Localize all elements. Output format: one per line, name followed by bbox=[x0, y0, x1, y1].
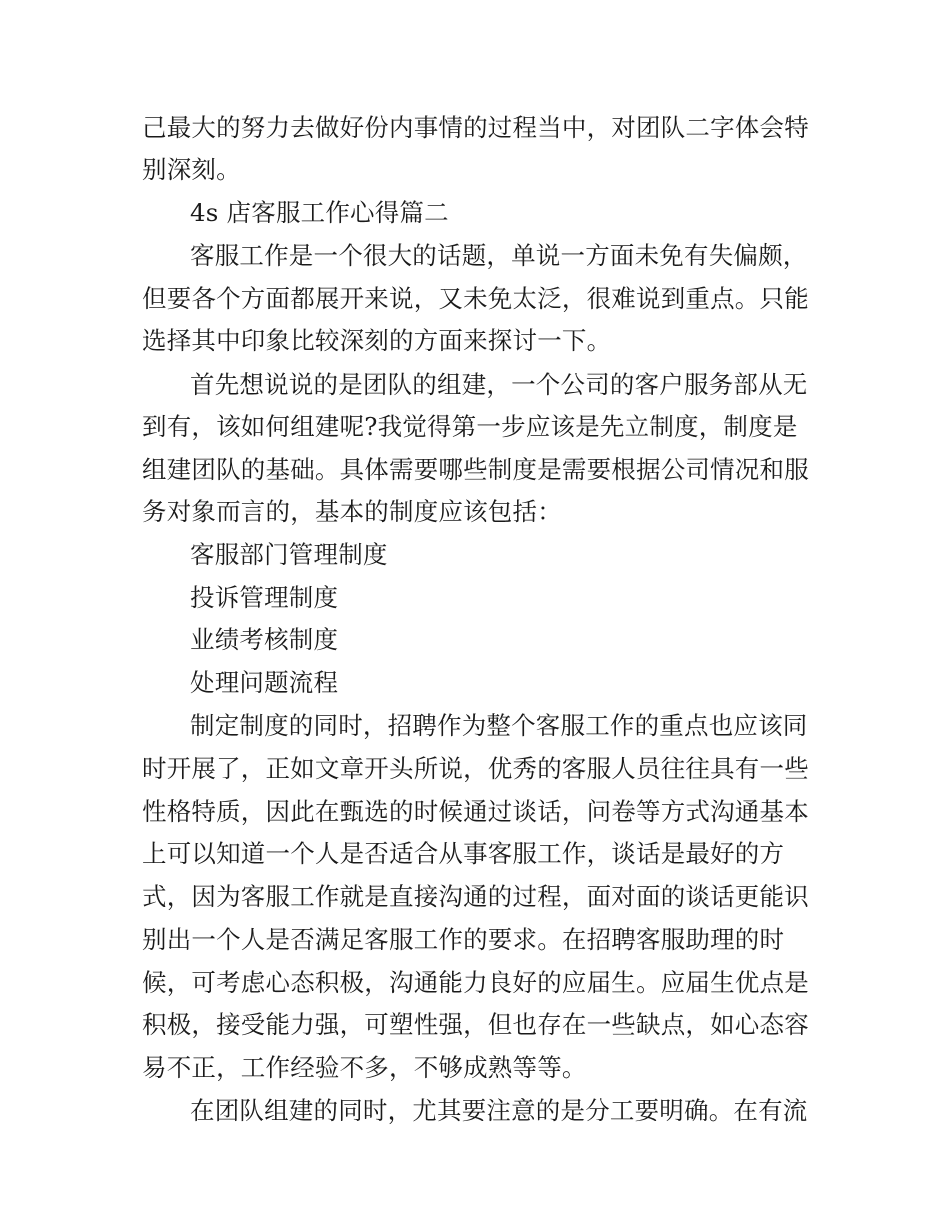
list-item: 客服部门管理制度 bbox=[190, 540, 388, 569]
section-heading: 4s 店客服工作心得篇二 bbox=[190, 198, 449, 227]
paragraph-line: 在团队组建的同时，尤其要注意的是分工要明确。在有流 bbox=[190, 1096, 808, 1125]
paragraph-line: 制定制度的同时，招聘作为整个客服工作的重点也应该同 bbox=[190, 711, 808, 740]
paragraph-line: 性格特质，因此在甄选的时候通过谈话，问卷等方式沟通基本 bbox=[142, 797, 809, 826]
paragraph-line: 上可以知道一个人是否适合从事客服工作，谈话是最好的方 bbox=[142, 839, 785, 868]
paragraph-line: 到有，该如何组建呢?我觉得第一步应该是先立制度，制度是 bbox=[142, 412, 798, 441]
paragraph-line: 易不正，工作经验不多，不够成熟等等。 bbox=[142, 1053, 587, 1082]
paragraph-line: 己最大的努力去做好份内事情的过程当中，对团队二字体会特 bbox=[142, 113, 809, 142]
paragraph-line: 首先想说说的是团队的组建，一个公司的客户服务部从无 bbox=[190, 370, 808, 399]
paragraph-line: 务对象而言的，基本的制度应该包括： bbox=[142, 497, 562, 526]
paragraph-line: 客服工作是一个很大的话题，单说一方面未免有失偏颇， bbox=[190, 241, 808, 270]
paragraph-line: 候，可考虑心态积极，沟通能力良好的应届生。应届生优点是 bbox=[142, 968, 809, 997]
paragraph-line: 选择其中印象比较深刻的方面来探讨一下。 bbox=[142, 326, 612, 355]
paragraph-line: 别深刻。 bbox=[142, 155, 241, 184]
paragraph-line: 式，因为客服工作就是直接沟通的过程，面对面的谈话更能识 bbox=[142, 882, 809, 911]
list-item: 投诉管理制度 bbox=[190, 583, 339, 612]
paragraph-line: 组建团队的基础。具体需要哪些制度是需要根据公司情况和服 bbox=[142, 455, 809, 484]
paragraph-line: 积极，接受能力强，可塑性强，但也存在一些缺点，如心态容 bbox=[142, 1010, 809, 1039]
list-item: 业绩考核制度 bbox=[190, 625, 339, 654]
paragraph-line: 时开展了，正如文章开头所说，优秀的客服人员往往具有一些 bbox=[142, 754, 809, 783]
paragraph-line: 别出一个人是否满足客服工作的要求。在招聘客服助理的时 bbox=[142, 925, 785, 954]
paragraph-line: 但要各个方面都展开来说，又未免太泛，很难说到重点。只能 bbox=[142, 284, 809, 313]
list-item: 处理问题流程 bbox=[190, 668, 339, 697]
